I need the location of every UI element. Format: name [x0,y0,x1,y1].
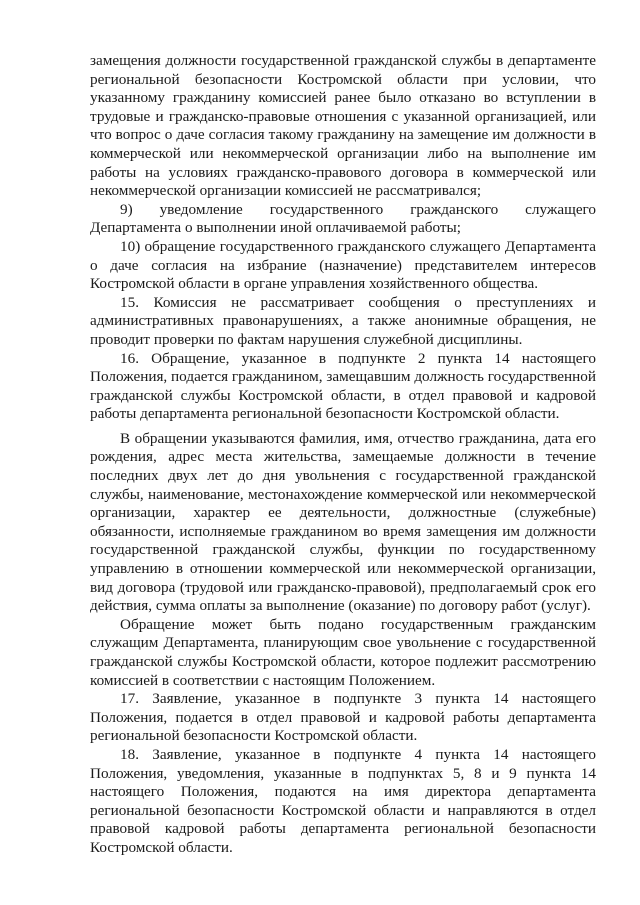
paragraph-15: 15. Комиссия не рассматривает сообщения о преступлениях и административных правонарушениях, а также анонимные обращения, не проводит проверки по фактам нарушения служебной дисциплины. [90,293,596,348]
paragraph-17: 17. Заявление, указанное в подпункте 3 пункта 14 настоящего Положения, подается в отдел правовой и кадровой работы департамента региональной безопасности Костромской области. [90,690,596,745]
paragraph-item-9: 9) уведомление государственного гражданского служащего Департамента о выполнении иной оплачиваемой работы; [90,200,596,237]
paragraph-continuation: замещения должности государственной гражданской службы в департаменте региональной безопасности Костромской области при условии, что указанному гражданину комиссией ранее было отказано во вступлении в трудовые и гражданско-правовые отношения с указанной организацией, или что вопрос о даче согласия такому гражданину на замещение им должности в коммерческой или некоммерческой организации либо на выполнение им работы на условиях гражданско-правового договора в коммерческой или некоммерческой организации комиссией не рассматривался; [90,52,596,200]
paragraph-16: 16. Обращение, указанное в подпункте 2 пункта 14 настоящего Положения, подается гражданином, замещавшим должность государственной гражданской службы Костромской области, в отдел правовой и кадровой работы департамента региональной безопасности Костромской области. [90,349,596,423]
paragraph-item-10: 10) обращение государственного гражданского служащего Департамента о даче согласия на избрание (назначение) представителем интересов Костромской области в органе управления хозяйственного общества. [90,237,596,293]
paragraph-18: 18. Заявление, указанное в подпункте 4 пункта 14 настоящего Положения, уведомления, указанные в подпунктах 5, 8 и 9 пункта 14 настоящего Положения, подаются на имя директора департамента региональной безопасности Костромской области и направляются в отдел правовой кадровой работы департамента региональной безопасности Костромской области. [90,745,596,856]
paragraph-16-submission: Обращение может быть подано государственным гражданским служащим Департамента, планирующим свое увольнение с государственной гражданской службы Костромской области, которое подлежит рассмотрению комиссией в соответствии с настоящим Положением. [90,615,596,689]
paragraph-16-details: В обращении указываются фамилия, имя, отчество гражданина, дата его рождения, адрес места жительства, замещаемые должности в течение последних двух лет до дня увольнения с государственной гражданской службы, наименование, местонахождение коммерческой или некоммерческой организации, характер ее деятельности, должностные (служебные) обязанности, исполняемые гражданином во время замещения им должности государственной гражданской службы, функции по государственному управлению в отношении коммерческой или некоммерческой организации, вид договора (трудовой или гражданско-правовой), предполагаемый срок его действия, сумма оплаты за выполнение (оказание) по договору работ (услуг). [90,429,596,615]
